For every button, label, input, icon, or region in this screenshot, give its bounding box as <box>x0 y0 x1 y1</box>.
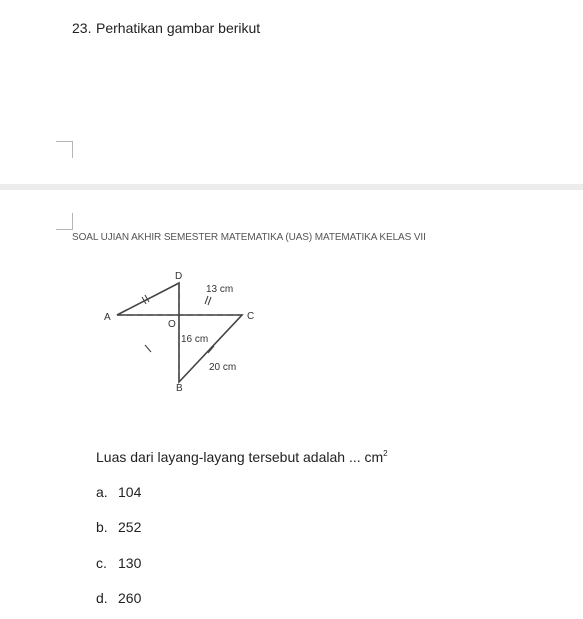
vertex-label-a: A <box>104 312 111 323</box>
option-value: 252 <box>118 519 142 535</box>
measure-cb: 20 cm <box>209 362 237 373</box>
vertex-label-d: D <box>175 271 183 282</box>
option-letter: c. <box>96 555 107 571</box>
unit-superscript: 2 <box>383 449 388 458</box>
option-b[interactable] <box>96 519 141 535</box>
measure-dc: 13 cm <box>206 284 234 295</box>
center-label-o: O <box>168 319 176 330</box>
question-text-body: Luas dari layang-layang tersebut adalah ... cm <box>96 449 384 465</box>
page-corner-mark-bottom <box>56 141 73 158</box>
kite-figure <box>90 260 270 400</box>
option-value: 104 <box>118 484 142 500</box>
question-number: 23. <box>72 20 92 36</box>
document-page-bottom <box>0 190 583 619</box>
vertex-label-c: C <box>247 311 255 322</box>
option-letter: d. <box>96 590 108 606</box>
option-a[interactable] <box>96 484 141 500</box>
vertex-label-b: B <box>176 383 183 394</box>
question-prompt: Perhatikan gambar berikut <box>96 20 261 36</box>
tick-marks-dc <box>205 296 211 305</box>
question-text <box>96 449 388 465</box>
page-corner-mark-top <box>56 213 73 230</box>
tick-mark-ab <box>145 345 151 352</box>
option-c[interactable] <box>96 555 141 571</box>
measure-ob: 16 cm <box>181 334 209 345</box>
option-letter: a. <box>96 484 108 500</box>
page-header: SOAL UJIAN AKHIR SEMESTER MATEMATIKA (UAS) MATEMATIKA KELAS VII <box>72 232 426 243</box>
option-letter: b. <box>96 519 108 535</box>
option-value: 260 <box>118 590 142 606</box>
option-d[interactable] <box>96 590 141 606</box>
option-value: 130 <box>118 555 142 571</box>
